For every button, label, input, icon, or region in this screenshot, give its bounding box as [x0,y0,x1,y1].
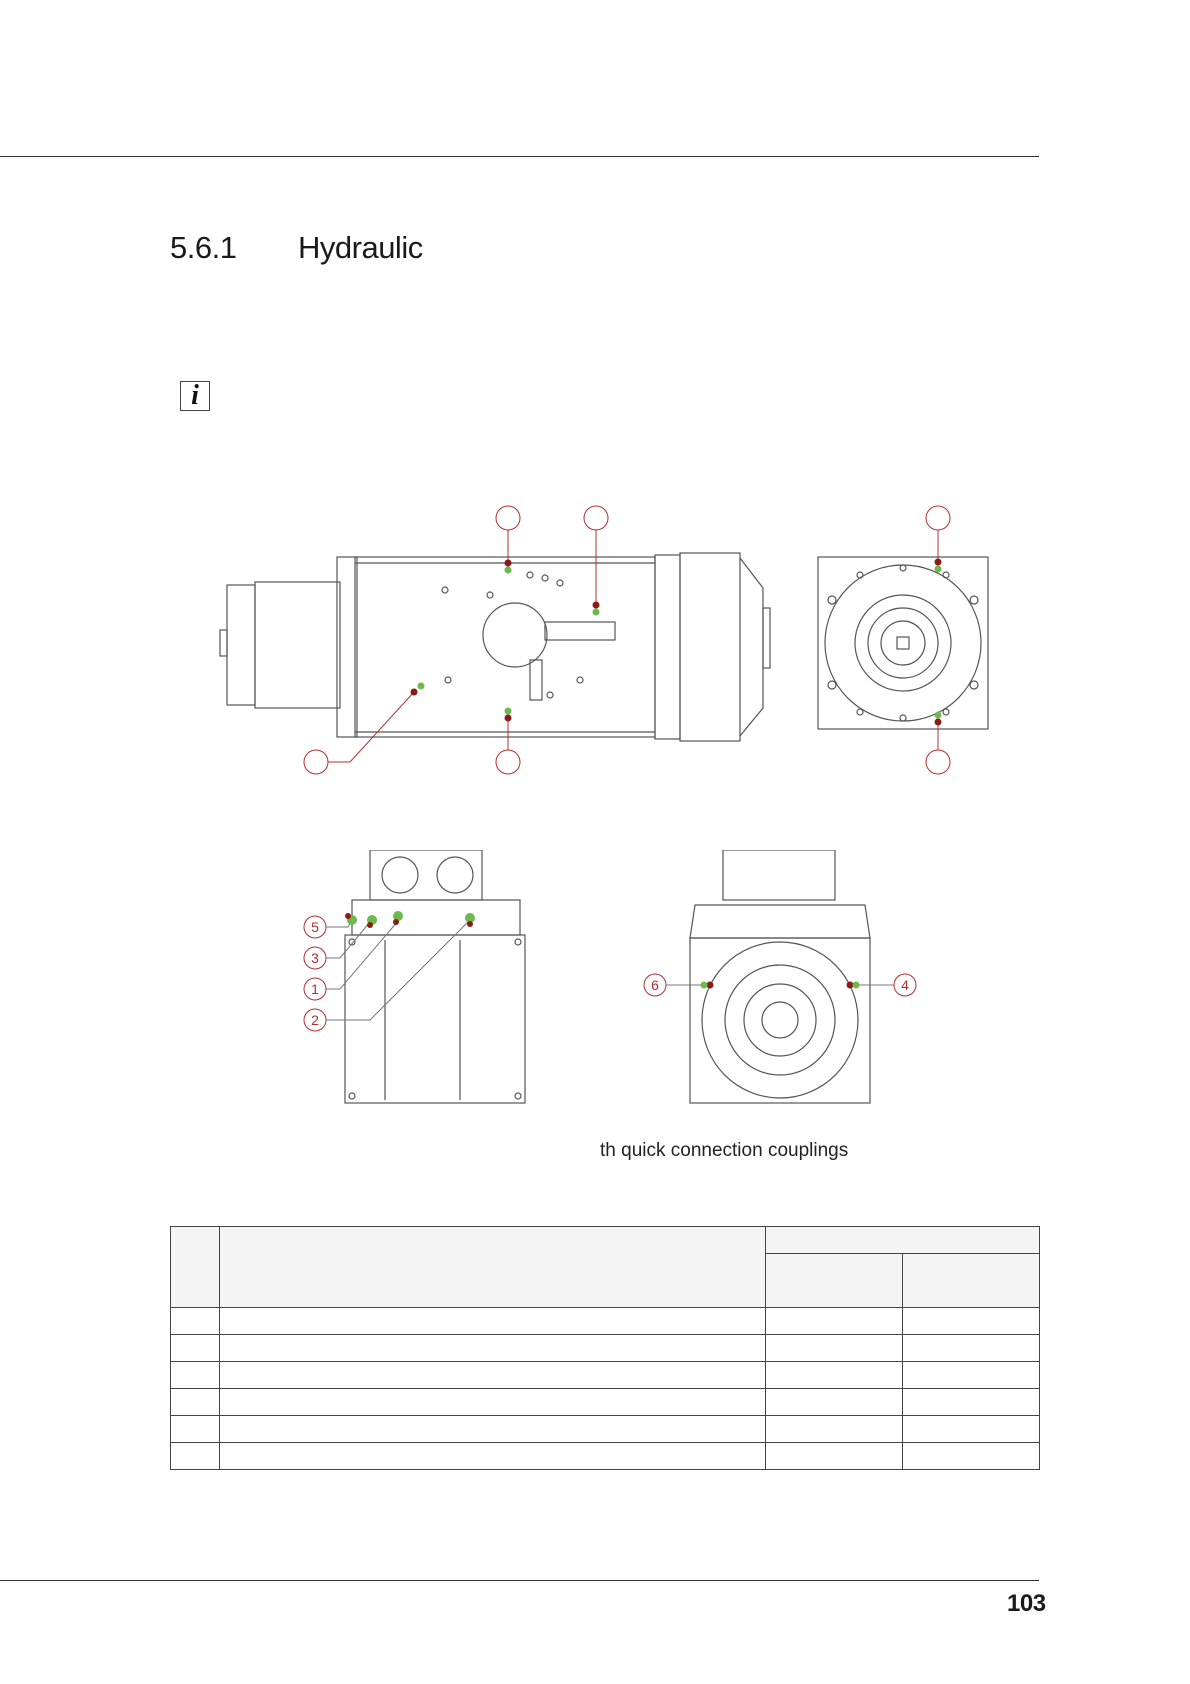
front-view-body [690,938,870,1103]
table-row [171,1362,1040,1389]
table-row [171,1416,1040,1443]
callout-label: 4 [901,977,909,993]
callout-label: 1 [311,981,319,997]
table-header-cell [765,1227,1039,1254]
couplings-table [170,1226,1040,1470]
callout-5 [304,916,326,938]
callout-1 [304,978,326,1000]
side-view-end-cap [227,585,255,705]
footer-rule [0,1580,1039,1581]
section-number: 5.6.1 [170,230,237,265]
figure-caption: th quick connection couplings [600,1140,849,1161]
callout-label: 2 [311,1012,319,1028]
side-view-bore [483,603,547,667]
table-row [171,1335,1040,1362]
spindle-side-and-front-view-drawing [200,500,1000,780]
rear-view-body [345,935,525,1103]
callout-label: 5 [311,919,319,935]
spindle-rear-and-front-view-drawing [290,850,940,1130]
table-header-cell [902,1254,1039,1308]
page-number: 103 [1007,1590,1046,1617]
table-header-cell [220,1227,765,1308]
info-icon [180,381,210,411]
table-header-cell [171,1227,220,1308]
callout-label: 3 [311,950,319,966]
front-view-housing [818,557,988,729]
callout-2 [304,1009,326,1031]
info-icon-glyph: i [191,380,199,411]
callout-4 [894,974,916,996]
section-heading [170,230,423,266]
callout-6 [644,974,666,996]
section-title: Hydraulic [298,230,423,265]
connector-box [370,850,482,900]
table-row [171,1443,1040,1470]
table-row [171,1389,1040,1416]
header-rule [0,156,1039,157]
callout-3 [304,947,326,969]
front-view-outer-ring [825,565,981,721]
table-header-row [171,1227,1040,1254]
callout-label: 6 [651,977,659,993]
table-header-cell [765,1254,902,1308]
front-connector-box [723,850,835,900]
table-row [171,1308,1040,1335]
